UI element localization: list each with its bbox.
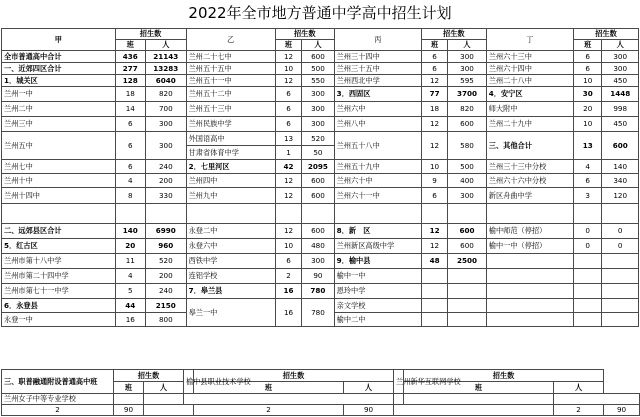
plan-table-cell bbox=[486, 269, 573, 284]
plan-table-cell: 600 bbox=[302, 174, 334, 188]
plan-table-cell: 30 bbox=[574, 87, 602, 102]
plan-table-cell: 18 bbox=[421, 102, 447, 117]
plan-table-cell: 兰州十四中 bbox=[2, 188, 116, 204]
plan-table-cell: 兰州十中 bbox=[2, 174, 116, 188]
plan-table-row bbox=[2, 269, 639, 284]
plan-table-cell: 招生数 bbox=[115, 29, 186, 40]
plan-table-cell: 120 bbox=[602, 188, 639, 204]
plan-table-cell: 0 bbox=[574, 239, 602, 254]
voc-table-cell bbox=[404, 394, 554, 405]
plan-table-cell bbox=[602, 284, 639, 299]
voc-table-cell: 招生数 bbox=[114, 370, 184, 382]
plan-table-row bbox=[2, 254, 639, 269]
plan-table-cell: 7．皋兰县 bbox=[186, 284, 275, 299]
plan-table-cell: 兰州三十四中 bbox=[334, 51, 421, 63]
plan-table-cell bbox=[334, 204, 421, 224]
plan-table-cell bbox=[448, 299, 487, 313]
plan-table-cell: 0 bbox=[602, 224, 639, 239]
voc-table-cell: 2 bbox=[194, 405, 344, 416]
voc-table-cell bbox=[144, 394, 184, 405]
plan-table-cell: 600 bbox=[448, 117, 487, 132]
plan-table-cell: 300 bbox=[448, 63, 487, 75]
plan-table-row bbox=[2, 188, 639, 204]
enrollment-plan-table bbox=[1, 28, 639, 327]
voc-table-cell bbox=[394, 405, 554, 416]
plan-table-cell: 13 bbox=[574, 132, 602, 160]
plan-table-cell: 44 bbox=[115, 299, 145, 313]
plan-table-row bbox=[2, 132, 639, 146]
plan-table-cell bbox=[486, 313, 573, 327]
voc-table-cell: 2 bbox=[2, 405, 114, 416]
plan-table-cell: 4 bbox=[115, 269, 145, 284]
plan-table-cell: 10 bbox=[421, 160, 447, 174]
plan-table-cell bbox=[602, 313, 639, 327]
plan-table-row bbox=[2, 160, 639, 174]
plan-table-cell: 6 bbox=[421, 63, 447, 75]
plan-table-cell: 6 bbox=[574, 174, 602, 188]
plan-table-cell: 兰州二中 bbox=[2, 102, 116, 117]
plan-table-cell: 班 bbox=[574, 40, 602, 51]
plan-table-cell: 580 bbox=[448, 132, 487, 160]
plan-table-cell: 50 bbox=[302, 146, 334, 160]
plan-table-cell: 永登二中 bbox=[186, 224, 275, 239]
plan-table-cell: 2095 bbox=[302, 160, 334, 174]
plan-table-row bbox=[2, 299, 639, 313]
plan-table-cell: 6 bbox=[421, 51, 447, 63]
plan-table-cell: 4．安宁区 bbox=[486, 87, 573, 102]
plan-table-cell: 10 bbox=[574, 75, 602, 87]
plan-table-cell: 600 bbox=[302, 188, 334, 204]
plan-table-cell: 兰州一中 bbox=[2, 87, 116, 102]
plan-table-cell: 780 bbox=[302, 299, 334, 327]
plan-table-cell: 班 bbox=[421, 40, 447, 51]
plan-table-cell: 9 bbox=[421, 174, 447, 188]
plan-table-cell: 11 bbox=[115, 254, 145, 269]
plan-table-cell: 甘肃省体育中学 bbox=[186, 146, 275, 160]
voc-table-cell bbox=[114, 394, 144, 405]
voc-table-cell: 2 bbox=[554, 405, 604, 416]
plan-table-cell: 二、远郊县区合计 bbox=[2, 224, 116, 239]
plan-table-cell bbox=[421, 284, 447, 299]
plan-table-cell bbox=[574, 313, 602, 327]
plan-table-cell: 200 bbox=[146, 174, 187, 188]
plan-table-cell: 兰州二十八中 bbox=[486, 75, 573, 87]
plan-table-cell: 128 bbox=[115, 75, 145, 87]
plan-table-cell bbox=[574, 284, 602, 299]
plan-table-cell: 12 bbox=[421, 132, 447, 160]
plan-table-cell: 乙 bbox=[186, 29, 275, 51]
plan-table-cell: 3700 bbox=[448, 87, 487, 102]
plan-table-cell: 人 bbox=[602, 40, 639, 51]
plan-table-cell bbox=[602, 204, 639, 224]
plan-table-cell: 亲文学校 bbox=[334, 299, 421, 313]
plan-table-cell: 兰州六十六中分校 bbox=[486, 174, 573, 188]
page-title: 2022年全市地方普通中学高中招生计划 bbox=[188, 4, 452, 22]
plan-table-row bbox=[2, 63, 639, 75]
vocational-enrollment-table bbox=[1, 369, 640, 416]
plan-table-cell: 14 bbox=[115, 102, 145, 117]
plan-table-cell: 13283 bbox=[146, 63, 187, 75]
plan-table-cell bbox=[302, 204, 334, 224]
plan-table-cell: 16 bbox=[275, 284, 301, 299]
plan-table-cell bbox=[486, 254, 573, 269]
plan-table-cell bbox=[421, 313, 447, 327]
plan-table-cell: 3．西固区 bbox=[334, 87, 421, 102]
plan-table-cell: 2150 bbox=[146, 299, 187, 313]
plan-table-cell: 500 bbox=[448, 160, 487, 174]
plan-table-row bbox=[2, 117, 639, 132]
voc-table-cell: 招生数 bbox=[194, 370, 394, 382]
plan-table-cell: 6 bbox=[115, 160, 145, 174]
plan-table-row bbox=[2, 102, 639, 117]
plan-table-cell: 0 bbox=[574, 224, 602, 239]
plan-table-cell: 140 bbox=[602, 160, 639, 174]
plan-table-cell: 12 bbox=[275, 51, 301, 63]
plan-table-cell bbox=[275, 204, 301, 224]
plan-table-cell: 12 bbox=[421, 239, 447, 254]
plan-table-cell: 520 bbox=[146, 254, 187, 269]
plan-table-cell: 12 bbox=[421, 224, 447, 239]
plan-table-cell: 6040 bbox=[146, 75, 187, 87]
plan-table-cell: 300 bbox=[448, 51, 487, 63]
plan-table-cell: 300 bbox=[448, 188, 487, 204]
plan-table-cell: 兰州西北中学 bbox=[334, 75, 421, 87]
plan-table-cell: 连铝学校 bbox=[186, 269, 275, 284]
plan-table-cell: 6 bbox=[115, 132, 145, 160]
plan-table-cell: 340 bbox=[602, 174, 639, 188]
plan-table-cell: 10 bbox=[275, 239, 301, 254]
plan-table-cell: 520 bbox=[302, 132, 334, 146]
plan-table-row bbox=[2, 239, 639, 254]
plan-table-cell bbox=[448, 269, 487, 284]
plan-table-cell: 18 bbox=[115, 87, 145, 102]
plan-table-cell: 兰州五十九中 bbox=[334, 160, 421, 174]
plan-table-cell: 90 bbox=[302, 269, 334, 284]
plan-table-cell bbox=[448, 284, 487, 299]
plan-table-cell: 12 bbox=[421, 117, 447, 132]
plan-table-cell bbox=[602, 269, 639, 284]
plan-table-cell: 600 bbox=[448, 224, 487, 239]
plan-table-cell bbox=[421, 299, 447, 313]
plan-table-cell: 300 bbox=[302, 87, 334, 102]
plan-table-cell: 13 bbox=[275, 132, 301, 146]
plan-table-cell: 兰州五中 bbox=[2, 132, 116, 160]
voc-table-cell: 榆中县职业技术学校 bbox=[184, 370, 194, 394]
voc-table-cell bbox=[554, 394, 640, 405]
plan-table-cell: 12 bbox=[421, 75, 447, 87]
plan-table-cell: 丙 bbox=[334, 29, 421, 51]
plan-table-row bbox=[2, 87, 639, 102]
plan-table-cell: 6 bbox=[574, 63, 602, 75]
plan-table-cell bbox=[146, 204, 187, 224]
plan-table-cell: 277 bbox=[115, 63, 145, 75]
plan-table-cell: 全市普通高中合计 bbox=[2, 51, 116, 63]
plan-table-cell: 600 bbox=[302, 51, 334, 63]
plan-table-cell: 兰州六十四中 bbox=[486, 63, 573, 75]
plan-table-cell: 外国语高中 bbox=[186, 132, 275, 146]
plan-table-cell: 820 bbox=[448, 102, 487, 117]
plan-table-cell: 兰州三中 bbox=[2, 117, 116, 132]
plan-table-cell: 兰州六十中 bbox=[334, 174, 421, 188]
plan-table-cell: 998 bbox=[602, 102, 639, 117]
plan-table-cell: 兰州市第七十一中学 bbox=[2, 284, 116, 299]
plan-table-cell: 20 bbox=[115, 239, 145, 254]
plan-table-cell: 班 bbox=[115, 40, 145, 51]
plan-table-cell: 兰州三十三中分校 bbox=[486, 160, 573, 174]
voc-table-cell bbox=[394, 394, 404, 405]
plan-table-cell: 丁 bbox=[486, 29, 573, 51]
voc-table-cell: 班 bbox=[114, 382, 144, 394]
plan-table-cell: 6 bbox=[275, 102, 301, 117]
plan-table-cell bbox=[421, 204, 447, 224]
plan-table-cell bbox=[448, 313, 487, 327]
plan-table-cell: 480 bbox=[302, 239, 334, 254]
plan-table-cell bbox=[574, 299, 602, 313]
plan-table-cell bbox=[602, 254, 639, 269]
plan-table-cell: 6 bbox=[275, 117, 301, 132]
plan-table-cell: 兰州市第二十四中学 bbox=[2, 269, 116, 284]
plan-table-cell: 12 bbox=[275, 174, 301, 188]
plan-table-cell bbox=[486, 299, 573, 313]
plan-table-row bbox=[2, 51, 639, 63]
plan-table-row bbox=[2, 174, 639, 188]
plan-table-cell: 300 bbox=[302, 117, 334, 132]
plan-table-cell: 招生数 bbox=[421, 29, 486, 40]
voc-table-cell bbox=[144, 405, 194, 416]
plan-table-cell: 人 bbox=[302, 40, 334, 51]
plan-table-cell: 0 bbox=[602, 239, 639, 254]
plan-table-cell bbox=[421, 269, 447, 284]
plan-table-row bbox=[2, 29, 639, 40]
plan-table-cell: 兰州六十三中 bbox=[486, 51, 573, 63]
plan-table-cell: 兰州五十五中 bbox=[186, 63, 275, 75]
plan-table-cell: 永登一中 bbox=[2, 313, 116, 327]
plan-table-cell: 450 bbox=[602, 75, 639, 87]
plan-table-cell: 240 bbox=[146, 160, 187, 174]
plan-table-cell: 450 bbox=[602, 117, 639, 132]
plan-table-cell: 甲 bbox=[2, 29, 116, 51]
voc-table-row bbox=[2, 370, 640, 382]
plan-table-cell: 6 bbox=[421, 188, 447, 204]
plan-table-cell: 招生数 bbox=[275, 29, 334, 40]
plan-table-cell: 师大附中 bbox=[486, 102, 573, 117]
plan-table-cell: 榆中师范（停招） bbox=[486, 224, 573, 239]
voc-table-cell: 三、职普融通附设普通高中班 bbox=[2, 370, 114, 394]
plan-table-cell: 12 bbox=[275, 188, 301, 204]
plan-table-cell: 330 bbox=[146, 188, 187, 204]
plan-table-cell: 恩玲中学 bbox=[334, 284, 421, 299]
plan-table-cell: 1．城关区 bbox=[2, 75, 116, 87]
plan-table-cell: 12 bbox=[275, 75, 301, 87]
plan-table-cell: 榆中一中 bbox=[334, 269, 421, 284]
plan-table-cell: 77 bbox=[421, 87, 447, 102]
plan-table-cell: 960 bbox=[146, 239, 187, 254]
plan-table-cell: 兰州二十七中 bbox=[186, 51, 275, 63]
plan-table-cell: 6 bbox=[574, 51, 602, 63]
plan-table-cell: 300 bbox=[146, 132, 187, 160]
plan-table-cell: 300 bbox=[146, 117, 187, 132]
plan-table-cell: 300 bbox=[602, 51, 639, 63]
plan-table-cell: 700 bbox=[146, 102, 187, 117]
plan-table-cell: 人 bbox=[448, 40, 487, 51]
plan-table-cell bbox=[574, 204, 602, 224]
plan-table-cell: 招生数 bbox=[574, 29, 639, 40]
plan-table-cell: 48 bbox=[421, 254, 447, 269]
plan-table-cell: 5．红古区 bbox=[2, 239, 116, 254]
plan-table-cell: 榆中一中（停招） bbox=[486, 239, 573, 254]
plan-table-cell: 榆中二中 bbox=[334, 313, 421, 327]
plan-table-cell: 兰州新区高级中学 bbox=[334, 239, 421, 254]
plan-table-cell: 2500 bbox=[448, 254, 487, 269]
voc-table-cell: 班 bbox=[194, 382, 344, 394]
voc-table-cell: 兰州新华互联网学校 bbox=[394, 370, 404, 394]
plan-table-cell: 6．永登县 bbox=[2, 299, 116, 313]
voc-table-cell: 人 bbox=[554, 382, 604, 394]
plan-table-cell: 6990 bbox=[146, 224, 187, 239]
plan-table-row bbox=[2, 224, 639, 239]
plan-table-cell: 140 bbox=[115, 224, 145, 239]
voc-table-cell: 人 bbox=[144, 382, 184, 394]
plan-table-cell bbox=[602, 299, 639, 313]
plan-table-cell: 2．七里河区 bbox=[186, 160, 275, 174]
plan-table-cell: 10 bbox=[275, 63, 301, 75]
plan-table-cell: 6 bbox=[115, 117, 145, 132]
plan-table-cell: 300 bbox=[302, 102, 334, 117]
plan-table-cell bbox=[574, 254, 602, 269]
plan-table-cell: 班 bbox=[275, 40, 301, 51]
plan-table-cell: 42 bbox=[275, 160, 301, 174]
plan-table-cell: 9．榆中县 bbox=[334, 254, 421, 269]
plan-table-cell bbox=[486, 204, 573, 224]
voc-table-cell: 招生数 bbox=[404, 370, 604, 382]
plan-table-cell bbox=[115, 204, 145, 224]
plan-table-cell: 300 bbox=[302, 254, 334, 269]
plan-table-cell: 3 bbox=[574, 188, 602, 204]
plan-table-cell: 兰州五十一中 bbox=[186, 75, 275, 87]
plan-table-cell: 800 bbox=[146, 313, 187, 327]
plan-table-cell: 200 bbox=[146, 269, 187, 284]
plan-table-cell: 1 bbox=[275, 146, 301, 160]
voc-table-cell: 班 bbox=[404, 382, 554, 394]
plan-table-cell bbox=[186, 204, 275, 224]
plan-table-cell: 4 bbox=[115, 174, 145, 188]
plan-table-cell: 兰州五十二中 bbox=[186, 87, 275, 102]
plan-table-cell: 兰州八中 bbox=[334, 117, 421, 132]
plan-table-cell: 永登六中 bbox=[186, 239, 275, 254]
plan-table-cell: 8．新 区 bbox=[334, 224, 421, 239]
plan-table-cell: 820 bbox=[146, 87, 187, 102]
plan-table-cell: 西铁中学 bbox=[186, 254, 275, 269]
plan-table-row bbox=[2, 284, 639, 299]
plan-table-cell: 550 bbox=[302, 75, 334, 87]
plan-table-cell: 400 bbox=[448, 174, 487, 188]
plan-table-cell: 兰州四中 bbox=[186, 174, 275, 188]
plan-table-cell: 595 bbox=[448, 75, 487, 87]
plan-table-cell: 皋兰一中 bbox=[186, 299, 275, 327]
plan-table-cell: 兰州六中 bbox=[334, 102, 421, 117]
voc-table-cell: 90 bbox=[604, 405, 640, 416]
plan-table-cell: 1448 bbox=[602, 87, 639, 102]
plan-table-cell: 2 bbox=[275, 269, 301, 284]
plan-table-cell: 8 bbox=[115, 188, 145, 204]
voc-table-row bbox=[2, 394, 640, 405]
plan-table-cell: 240 bbox=[146, 284, 187, 299]
voc-table-cell: 人 bbox=[344, 382, 394, 394]
plan-table-cell: 20 bbox=[574, 102, 602, 117]
plan-table-cell bbox=[486, 284, 573, 299]
plan-table-cell: 436 bbox=[115, 51, 145, 63]
plan-table-cell: 5 bbox=[115, 284, 145, 299]
plan-table-cell: 兰州七中 bbox=[2, 160, 116, 174]
plan-table-cell: 21143 bbox=[146, 51, 187, 63]
plan-table-cell: 300 bbox=[602, 63, 639, 75]
plan-table-cell: 兰州九中 bbox=[186, 188, 275, 204]
plan-table-cell: 三、其他合计 bbox=[486, 132, 573, 160]
voc-table-row bbox=[2, 405, 640, 416]
plan-table-row bbox=[2, 204, 639, 224]
plan-table-cell: 600 bbox=[602, 132, 639, 160]
plan-table-row bbox=[2, 75, 639, 87]
voc-table-cell: 兰州女子中等专业学校 bbox=[2, 394, 114, 405]
plan-table-cell: 4 bbox=[574, 160, 602, 174]
plan-table-cell: 兰州六十一中 bbox=[334, 188, 421, 204]
plan-table-cell: 新区舟曲中学 bbox=[486, 188, 573, 204]
voc-table-cell bbox=[184, 394, 394, 405]
plan-table-cell: 兰州市第十八中学 bbox=[2, 254, 116, 269]
plan-table-cell: 6 bbox=[275, 87, 301, 102]
plan-table-cell bbox=[574, 269, 602, 284]
plan-table-cell: 780 bbox=[302, 284, 334, 299]
plan-table-cell: 600 bbox=[448, 239, 487, 254]
voc-table-cell: 90 bbox=[114, 405, 144, 416]
plan-table-cell: 10 bbox=[574, 117, 602, 132]
plan-table-cell bbox=[448, 204, 487, 224]
plan-table-cell: 16 bbox=[275, 299, 301, 327]
plan-table-cell: 6 bbox=[275, 254, 301, 269]
plan-table-cell: 兰州三十五中 bbox=[334, 63, 421, 75]
plan-table-cell bbox=[2, 204, 116, 224]
plan-table-cell: 500 bbox=[302, 63, 334, 75]
plan-table-cell: 兰州民族中学 bbox=[186, 117, 275, 132]
plan-table-cell: 兰州五十三中 bbox=[186, 102, 275, 117]
plan-table-cell: 600 bbox=[302, 224, 334, 239]
plan-table-cell: 兰州五十八中 bbox=[334, 132, 421, 160]
voc-table-cell: 90 bbox=[344, 405, 394, 416]
plan-table-cell: 16 bbox=[115, 313, 145, 327]
plan-table-cell: 人 bbox=[146, 40, 187, 51]
plan-table-cell: 12 bbox=[275, 224, 301, 239]
plan-table-cell: 兰州二十九中 bbox=[486, 117, 573, 132]
plan-table-cell: 一、近郊四区合计 bbox=[2, 63, 116, 75]
